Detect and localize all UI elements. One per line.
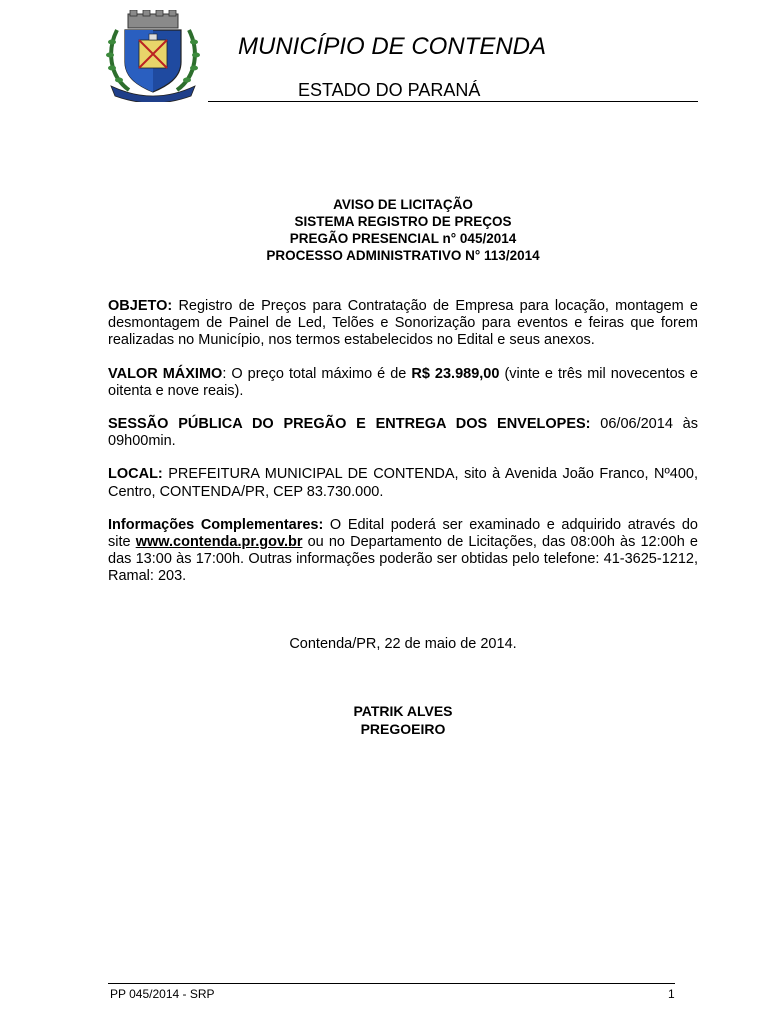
signer-role: PREGOEIRO: [360, 721, 446, 737]
local-label: LOCAL:: [108, 466, 163, 483]
state-subtitle: ESTADO DO PARANÁ: [298, 80, 481, 100]
notice-line-2: SISTEMA REGISTRO DE PREÇOS: [294, 214, 512, 229]
local-paragraph: [108, 466, 698, 500]
local-text: PREFEITURA MUNICIPAL DE CONTENDA, sito à Avenida João Franco, Nº400, Centro, CONTENDA/PR, CEP 83.730.000.: [108, 466, 698, 500]
municipality-title: MUNICÍPIO DE CONTENDA: [238, 33, 547, 60]
objeto-text: Registro de Preços para Contratação de Empresa para locação, montagem e desmontagem de Painel de Led, Telões e Sonorização para eventos e feiras que forem realizadas no Município, nos termos estabelecidos no Edital e seus anexos.: [108, 298, 698, 349]
notice-body: [108, 298, 698, 602]
notice-heading: [108, 196, 698, 264]
notice-line-3: PREGÃO PRESENCIAL n° 045/2014: [289, 231, 517, 246]
objeto-paragraph: [108, 298, 698, 350]
objeto-label: OBJETO:: [108, 298, 173, 314]
valor-label: VALOR MÁXIMO: [108, 365, 223, 382]
info-label: Informações Complementares:: [108, 516, 324, 533]
info-text-before: O Edital poderá ser examinado e adquirido através do site: [108, 516, 698, 551]
header-divider: [208, 101, 698, 102]
website-link[interactable]: www.contenda.pr.gov.br: [135, 534, 303, 551]
footer-divider: [108, 983, 675, 984]
valor-paragraph: [108, 366, 698, 400]
valor-text-after: (vinte e três mil novecentos e oitenta e nove reais).: [108, 365, 698, 399]
info-paragraph: [108, 517, 698, 586]
sessao-paragraph: [108, 416, 698, 450]
valor-text-before: : O preço total máximo é de: [222, 365, 412, 382]
footer-reference: PP 045/2014 - SRP: [110, 987, 215, 1001]
sessao-label: SESSÃO PÚBLICA DO PREGÃO E ENTREGA DOS ENVELOPES:: [108, 416, 591, 433]
page-number: 1: [668, 987, 675, 1001]
signer-name: PATRIK ALVES: [353, 703, 453, 719]
info-text-after: ou no Departamento de Licitações, das 08:00h às 12:00h e das 13:00 às 17:00h. Outras informações poderão ser obtidas pelo telefone: 41-3625-1212, Ramal: 203.: [108, 534, 698, 585]
signature-block: [108, 702, 698, 738]
date-line: Contenda/PR, 22 de maio de 2014.: [289, 636, 517, 652]
sessao-text: 06/06/2014 às 09h00min.: [108, 416, 698, 450]
valor-amount: R$ 23.989,00: [411, 365, 500, 382]
notice-line-1: AVISO DE LICITAÇÃO: [333, 197, 473, 212]
notice-line-4: PROCESSO ADMINISTRATIVO N° 113/2014: [266, 248, 540, 263]
municipal-crest-icon: [103, 10, 203, 102]
